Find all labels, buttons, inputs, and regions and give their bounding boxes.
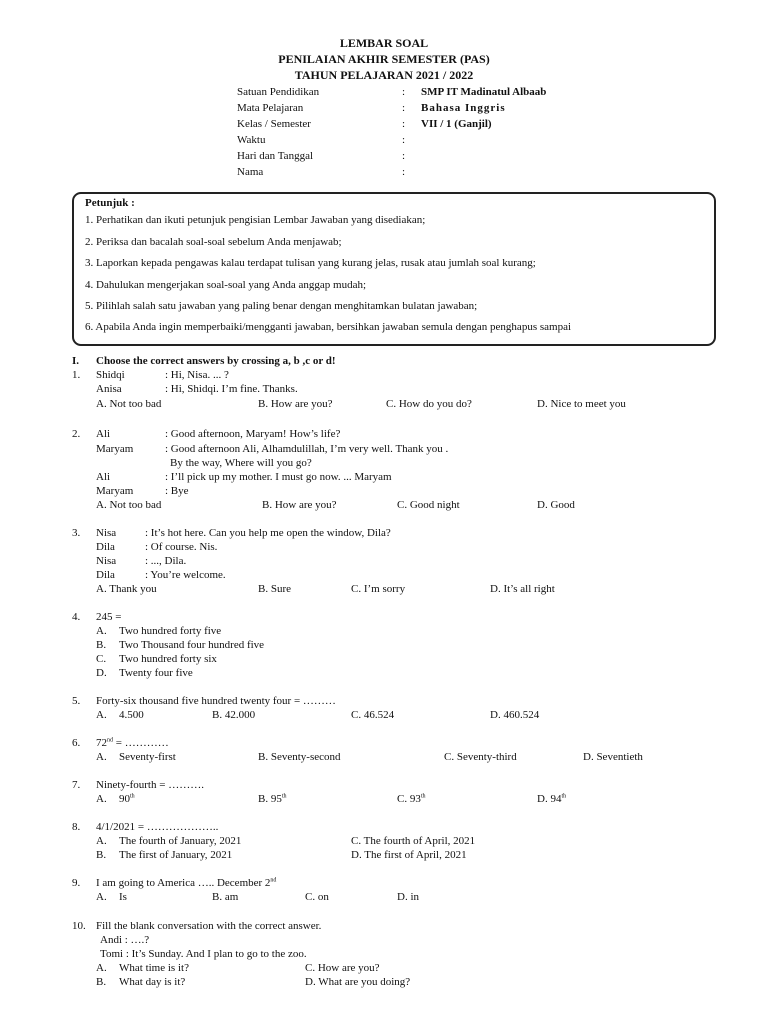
identity-label: Kelas / Semester <box>237 118 311 130</box>
instruction-item: 6. Apabila Anda ingin memperbaiki/mengganti jawaban, bersihkan jawaban semula dengan penghapus sampai <box>85 321 572 333</box>
option-value: B. 95 <box>258 793 282 805</box>
option-d[interactable]: D. Nice to meet you <box>537 398 626 410</box>
option-b[interactable]: The first of January, 2021 <box>119 849 233 861</box>
question-number: 7. <box>72 779 81 791</box>
option-a[interactable]: Seventy-first <box>119 751 176 763</box>
dialogue-line: : Good afternoon Ali, Alhamdulillah, I’m very well. Thank you . <box>165 443 449 455</box>
option-b[interactable]: B. How are you? <box>258 398 333 410</box>
question-number: 3. <box>72 527 81 539</box>
option-letter: B. <box>96 976 107 988</box>
question-stem: Ninety-fourth = ………. <box>96 779 204 791</box>
option-b[interactable]: B. am <box>212 891 239 903</box>
dialogue-line: : Hi, Nisa. ... ? <box>165 369 229 381</box>
option-letter: A. <box>96 835 107 847</box>
section-title: Choose the correct answers by crossing a, b ,c or d! <box>96 355 336 367</box>
option-b[interactable]: Two Thousand four hundred five <box>119 639 265 651</box>
option-c[interactable]: C. How do you do? <box>386 398 472 410</box>
question-stem: Fill the blank conversation with the correct answer. <box>96 920 322 932</box>
option-letter: D. <box>96 667 107 679</box>
option-letter: A. <box>96 751 107 763</box>
option-b[interactable]: What day is it? <box>119 976 186 988</box>
option-letter: C. <box>96 653 107 665</box>
option-a[interactable] <box>119 793 135 806</box>
question-stem <box>96 737 169 750</box>
question-stem: 245 = <box>96 611 122 623</box>
dialogue-line: : I’ll pick up my mother. I must go now. ... Maryam <box>165 471 392 483</box>
dialogue-line: : Hi, Shidqi. I’m fine. Thanks. <box>165 383 298 395</box>
stem-text: = ………… <box>113 737 169 749</box>
option-b[interactable] <box>258 793 287 806</box>
speaker: Dila <box>96 541 115 553</box>
ordinal-suffix: nd <box>107 737 113 744</box>
question-stem <box>96 877 276 890</box>
identity-label: Nama <box>237 166 264 178</box>
dialogue-line: : It’s hot here. Can you help me open the window, Dila? <box>145 527 391 539</box>
option-letter: B. <box>96 639 107 651</box>
option-a[interactable]: Is <box>119 891 127 903</box>
question-stem: 4/1/2021 = ……………….. <box>96 821 219 833</box>
instruction-item: 3. Laporkan kepada pengawas kalau terdapat tulisan yang kurang jelas, rusak atau jumlah soal kurang; <box>85 257 536 269</box>
dialogue-line: : You’re welcome. <box>145 569 226 581</box>
identity-label: Hari dan Tanggal <box>237 150 314 162</box>
option-a[interactable]: What time is it? <box>119 962 189 974</box>
option-letter: A. <box>96 891 107 903</box>
option-letter: A. <box>96 625 107 637</box>
question-number: 2. <box>72 428 81 440</box>
instructions-title: Petunjuk : <box>85 197 135 209</box>
identity-label: Satuan Pendidikan <box>237 86 320 98</box>
ordinal-suffix: th <box>130 793 135 800</box>
dialogue-line: : Of course. Nis. <box>145 541 218 553</box>
speaker: Nisa <box>96 555 117 567</box>
dialogue-line: : Good afternoon, Maryam! How’s life? <box>165 428 341 440</box>
dialogue-line: Andi : ….? <box>100 934 150 946</box>
instruction-item: 5. Pilihlah salah satu jawaban yang paling benar dengan menghitamkan bulatan jawaban; <box>85 300 478 312</box>
option-b[interactable]: B. Sure <box>258 583 291 595</box>
class-semester: VII / 1 (Ganjil) <box>421 118 492 130</box>
identity-colon: : <box>402 86 406 98</box>
option-c[interactable]: C. Good night <box>397 499 460 511</box>
question-stem: Forty-six thousand five hundred twenty four = ……… <box>96 695 336 707</box>
option-c[interactable]: C. The fourth of April, 2021 <box>351 835 476 847</box>
option-d[interactable]: D. in <box>397 891 419 903</box>
dialogue-line: Tomi : It’s Sunday. And I plan to go to the zoo. <box>100 948 307 960</box>
ordinal-suffix: th <box>561 793 567 800</box>
option-b[interactable]: B. Seventy-second <box>258 751 341 763</box>
speaker: Ali <box>96 428 111 440</box>
exam-title: PENILAIAN AKHIR SEMESTER (PAS) <box>278 52 490 66</box>
option-value: D. 94 <box>537 793 562 805</box>
option-d[interactable]: D. 460.524 <box>490 709 540 721</box>
speaker: Ali <box>96 471 111 483</box>
dialogue-line: By the way, Where will you go? <box>170 457 312 469</box>
identity-colon: : <box>402 102 406 114</box>
option-a[interactable]: The fourth of January, 2021 <box>119 835 242 847</box>
ordinal-suffix: th <box>420 793 426 800</box>
option-c[interactable]: C. 46.524 <box>351 709 395 721</box>
option-letter: A. <box>96 962 107 974</box>
instruction-item: 4. Dahulukan mengerjakan soal-soal yang Anda anggap mudah; <box>85 279 367 291</box>
subject-name: Bahasa Inggris <box>421 102 506 114</box>
option-d[interactable]: D. Seventieth <box>583 751 643 763</box>
option-c[interactable]: C. How are you? <box>305 962 380 974</box>
dialogue-line: : ..., Dila. <box>145 555 187 567</box>
option-d[interactable]: D. It’s all right <box>490 583 555 595</box>
option-c[interactable]: C. on <box>305 891 329 903</box>
option-d[interactable] <box>537 793 566 806</box>
option-value: 90 <box>119 793 130 805</box>
option-a[interactable]: A. Not too bad <box>96 499 162 511</box>
speaker: Maryam <box>96 443 134 455</box>
option-d[interactable]: D. The first of April, 2021 <box>351 849 467 861</box>
identity-colon: : <box>402 118 406 130</box>
academic-year: TAHUN PELAJARAN 2021 / 2022 <box>294 68 474 82</box>
stem-text: I am going to America ….. December 2 <box>96 877 271 889</box>
option-a[interactable]: 4.500 <box>119 709 144 721</box>
option-a[interactable]: A. Not too bad <box>96 398 162 410</box>
option-b[interactable]: B. 42.000 <box>212 709 256 721</box>
option-d[interactable]: D. Good <box>537 499 575 511</box>
option-value: C. 93 <box>397 793 421 805</box>
question-number: 1. <box>72 369 81 381</box>
identity-colon: : <box>402 134 406 146</box>
identity-colon: : <box>402 166 406 178</box>
option-c[interactable] <box>397 793 426 806</box>
option-letter: A. <box>96 709 107 721</box>
question-number: 6. <box>72 737 81 749</box>
ordinal-suffix: th <box>281 793 287 800</box>
option-c[interactable]: C. Seventy-third <box>444 751 517 763</box>
option-c[interactable]: Two hundred forty six <box>119 653 217 665</box>
option-letter: A. <box>96 793 107 805</box>
option-a[interactable]: Two hundred forty five <box>119 625 222 637</box>
identity-label: Mata Pelajaran <box>237 102 304 114</box>
sheet-title: LEMBAR SOAL <box>339 36 429 50</box>
identity-colon: : <box>402 150 406 162</box>
stem-text: 72 <box>96 737 107 749</box>
speaker: Shidqi <box>96 369 125 381</box>
section-number: I. <box>72 355 80 367</box>
identity-label: Waktu <box>237 134 266 146</box>
option-b[interactable]: B. How are you? <box>262 499 337 511</box>
ordinal-suffix: nd <box>270 877 277 884</box>
question-number: 5. <box>72 695 81 707</box>
option-d[interactable]: D. What are you doing? <box>305 976 411 988</box>
option-c[interactable]: C. I’m sorry <box>351 583 406 595</box>
option-d[interactable]: Twenty four five <box>119 667 193 679</box>
question-number: 9. <box>72 877 81 889</box>
question-number: 10. <box>72 920 86 932</box>
question-number: 4. <box>72 611 81 623</box>
instruction-item: 2. Periksa dan bacalah soal-soal sebelum Anda menjawab; <box>85 236 342 248</box>
speaker: Dila <box>96 569 115 581</box>
option-a[interactable]: A. Thank you <box>96 583 157 595</box>
speaker: Nisa <box>96 527 117 539</box>
speaker: Anisa <box>96 383 122 395</box>
instruction-item: 1. Perhatikan dan ikuti petunjuk pengisian Lembar Jawaban yang disediakan; <box>85 214 426 226</box>
speaker: Maryam <box>96 485 134 497</box>
option-letter: B. <box>96 849 107 861</box>
question-number: 8. <box>72 821 81 833</box>
school-name: SMP IT Madinatul Albaab <box>421 86 547 98</box>
dialogue-line: : Bye <box>165 485 189 497</box>
